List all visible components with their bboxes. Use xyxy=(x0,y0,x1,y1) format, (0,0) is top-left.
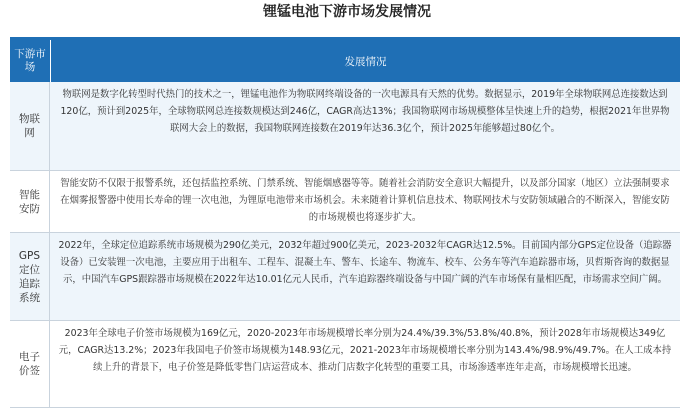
table-row xyxy=(10,233,680,321)
table-row xyxy=(10,321,680,408)
header-development: 发展情况 xyxy=(344,55,387,68)
table-row xyxy=(10,171,680,233)
table-row xyxy=(10,82,680,171)
market-cell: 智能安防 xyxy=(10,171,50,232)
development-cell: 物联网是数字化转型时代热门的技术之一，锂锰电池作为物联网终端设备的一次电源具有天然的优势。数据显示，2019年全球物联网总连接数达到120亿，预计到2025年，全球物联网总连接数规模达到246亿，CAGR高达13%；我国物联网市场规模整体呈快速上升的趋势，根据2021年世界物联网大会上的数据，我国物联网连接数在2019年达36.3亿个，预计2025年能够超过80亿个。 xyxy=(60,89,670,134)
market-cell: 电子价签 xyxy=(10,321,50,407)
market-table xyxy=(10,37,680,408)
market-cell: GPS定位追踪系统 xyxy=(10,233,50,320)
development-cell: 2022年，全球定位追踪系统市场规模为290亿美元，2032年超过900亿美元，2023-2032年CAGR达12.5%。目前国内部分GPS定位设备（追踪器设备）已安装锂一次电池，主要应用于出租车、工程车、混凝土车、警车、长途车、物流车、校车、公务车等汽车追踪器市场，贝哲斯咨询的数据显示，中国汽车GPS跟踪器市场规模在2022年达10.01亿元人民币，汽车追踪器终端设备与中国广阔的汽车市场保有量相匹配，市场需求空间广阔。 xyxy=(58,240,672,285)
header-market: 下游市场 xyxy=(10,40,51,82)
market-cell: 物联网 xyxy=(10,82,50,170)
page-title: 锂锰电池下游市场发展情况 xyxy=(263,4,431,20)
development-cell: 智能安防不仅限于报警系统，还包括监控系统、门禁系统、智能烟感器等等。随着社会消防安全意识大幅提升，以及部分国家（地区）立法强制要求在烟雾报警器中使用长寿命的锂一次电池，为锂原电池带来市场机会。未来随着计算机信息技术、物联网技术与安防领域融合的不断深入，智能安防的市场规模也将逐步扩大。 xyxy=(60,178,670,223)
table-header xyxy=(10,40,680,82)
development-cell: 2023年全球电子价签市场规模为169亿元，2020-2023年市场规模增长率分别为24.4%/39.3%/53.8%/40.8%，预计2028年市场规模达349亿元，CAGR达13.2%；2023年我国电子价签市场规模为148.93亿元，2021-2023年市场规模增长率分别为143.4%/98.9%/49.7%。在人工成本持续上升的背景下，电子价签是降低零售门店运营成本、推动门店数字化转型的重要工具，市场渗透率连年走高，市场规模增长迅速。 xyxy=(58,328,672,373)
